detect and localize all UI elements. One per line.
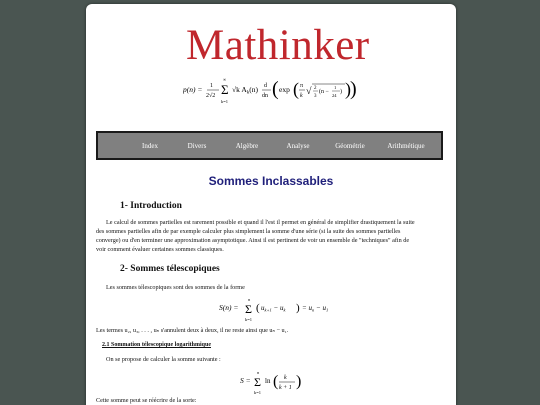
svg-text:k + 1: k + 1 (279, 385, 292, 391)
svg-text:(: ( (293, 79, 299, 99)
nav-item-index[interactable]: Index (142, 141, 158, 150)
site-logo[interactable]: Mathinker (186, 22, 370, 69)
nav-item-analyse[interactable]: Analyse (286, 141, 310, 150)
section-heading-telescopic: 2- Sommes télescopiques (120, 264, 220, 274)
svg-text:2: 2 (314, 86, 317, 91)
svg-text:(: ( (273, 373, 279, 390)
intro-paragraph (96, 219, 446, 255)
svg-text:Σ: Σ (245, 302, 252, 316)
svg-text:24: 24 (332, 93, 337, 98)
svg-text:n: n (248, 297, 251, 302)
nav-item-arithmetique[interactable]: Arithmétique (387, 141, 425, 150)
main-navbar (96, 131, 443, 160)
nav-item-geometrie[interactable]: Géométrie (335, 141, 365, 150)
svg-text:exp: exp (279, 85, 290, 94)
telescopic-formula (219, 293, 379, 323)
svg-text:Σ: Σ (221, 82, 229, 97)
svg-text:): ) (296, 302, 300, 314)
svg-text:= un − u1: = $u_n - u_1$ (302, 304, 329, 313)
telescopic-after: Les termes u₂, u₃, . . . , uₙ s'annulent deux à deux, il ne reste ainsi que uₙ − u₁. (96, 327, 289, 334)
svg-text:k=1: k=1 (245, 317, 253, 322)
svg-text:k=1: k=1 (221, 99, 229, 104)
svg-text:3: 3 (314, 94, 317, 99)
svg-text:): ) (340, 89, 342, 95)
svg-text:p(n) =: p(n) = (183, 85, 203, 94)
svg-text:): ) (345, 79, 351, 99)
svg-text:√: √ (306, 86, 312, 97)
svg-text:π: π (300, 83, 304, 89)
intro-line: Le calcul de sommes partielles est rarement possible et quand il l'est il permet en général de simplifier drastiquement la suite (106, 219, 415, 226)
log-intro: On se propose de calculer la somme suivante : (106, 356, 221, 363)
svg-text:(: ( (272, 78, 279, 100)
svg-text:1: 1 (210, 83, 213, 89)
svg-text:(n −: (n − (319, 89, 329, 95)
intro-line: voir comment évaluer certaines sommes classiques. (96, 245, 224, 253)
nav-item-algebre[interactable]: Algèbre (235, 141, 259, 150)
svg-text:k: k (300, 93, 303, 99)
svg-text:n: n (257, 370, 260, 375)
log-formula (240, 366, 320, 396)
svg-text:2√2: 2√2 (206, 93, 216, 99)
svg-text:√k Ak(n): √k $A_k(n)$ (232, 85, 258, 96)
svg-text:ln: ln (265, 377, 271, 385)
intro-line: converge) ou d'en terminer une approximation asymptotique. Ainsi il est pertinent de voir un ensemble de "techniques" afin de (96, 236, 410, 244)
nav-item-divers[interactable]: Divers (187, 141, 207, 150)
header-formula (183, 72, 358, 108)
svg-text:S(n) =: S(n) = (219, 303, 239, 312)
intro-line: des sommes partielles afin de par exemple calculer plus simplement la somme d'une série (si la suite des sommes partielles (96, 227, 401, 235)
svg-text:Σ: Σ (254, 375, 261, 389)
page-container (86, 4, 456, 405)
log-after: Cette somme peut se réécrire de la sorte: (96, 397, 197, 404)
svg-text:d: d (264, 83, 267, 89)
page-title: Sommes Inclassables (208, 174, 334, 188)
subsection-heading-log: 2.1 Sommation télescopique logarithmique (102, 342, 211, 348)
svg-text:uk+1 − uk: $u_{k+1} - u_k$ (261, 304, 286, 313)
svg-text:): ) (350, 78, 357, 100)
svg-text:k=1: k=1 (254, 390, 262, 395)
telescopic-intro: Les sommes télescopiques sont des sommes de la forme (106, 284, 245, 291)
svg-text:∞: ∞ (223, 77, 227, 82)
svg-text:k: k (284, 375, 287, 381)
svg-text:1: 1 (334, 85, 337, 90)
svg-text:(: ( (256, 302, 260, 314)
section-heading-introduction: 1- Introduction (120, 201, 182, 211)
svg-text:S =: S = (240, 376, 251, 385)
svg-text:dn: dn (262, 93, 268, 99)
svg-text:): ) (296, 373, 302, 390)
